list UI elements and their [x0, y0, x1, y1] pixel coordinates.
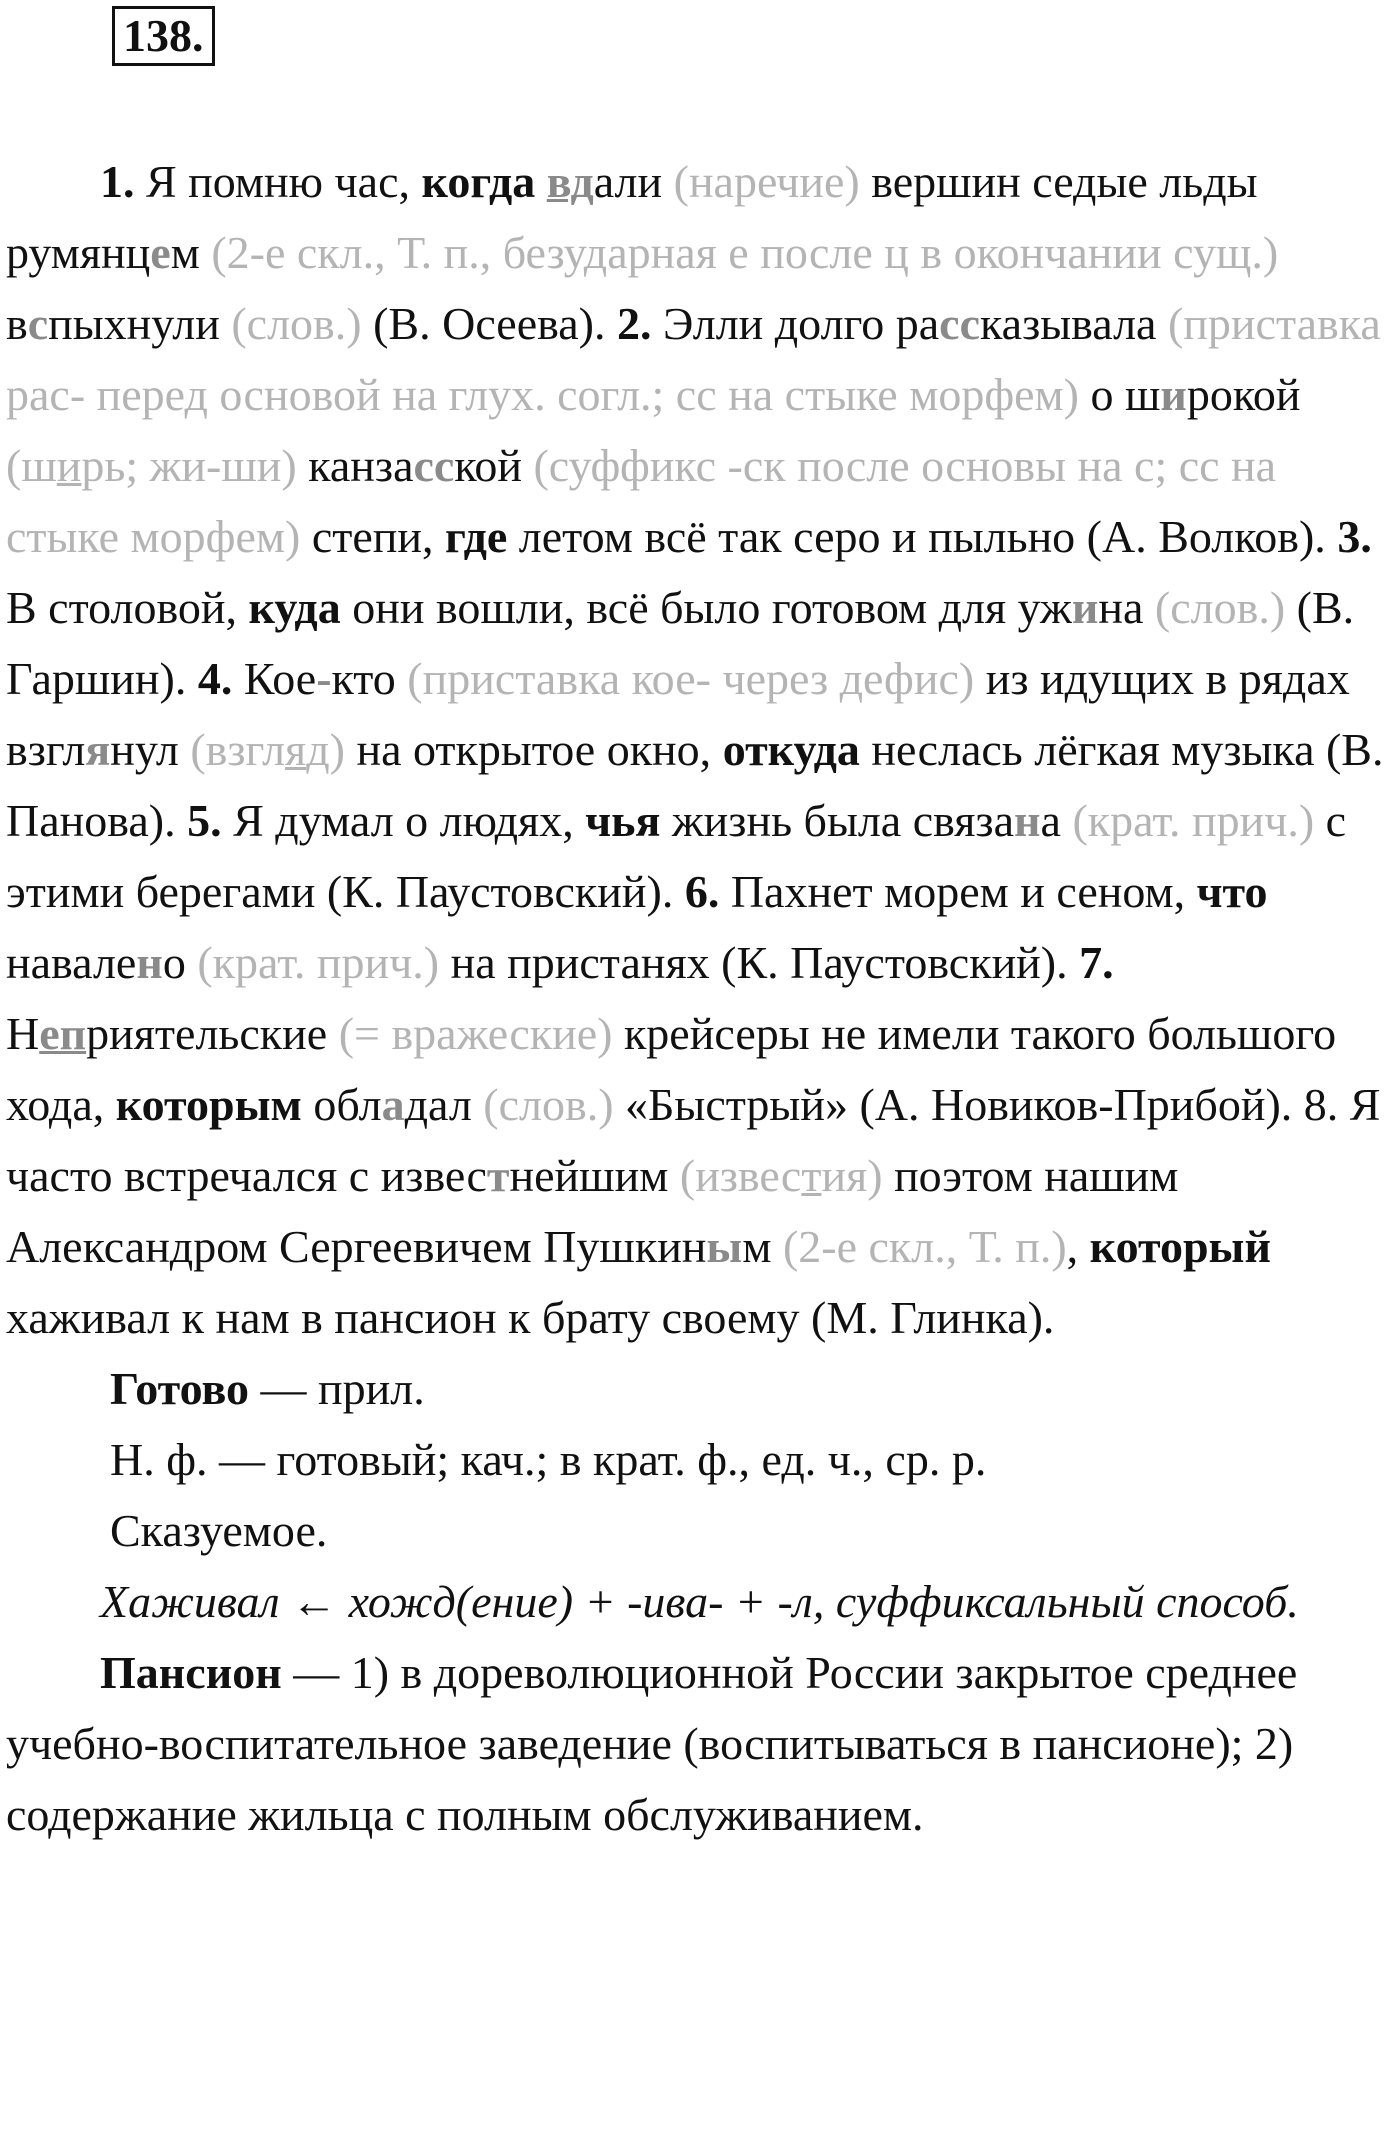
- exercise-paragraph: 1. Я помню час, когда вдали (наречие) вершин седые льды румянцем (2-е скл., Т. п., безударная е после ц в окончании сущ.) вспыхнули (слов.) (В. Осеева). 2. Элли долго рассказывала (приставка рас- перед основой на глух. согл.; сс на стыке морфем) о широкой (ширь; жи-ши) канзасской (суффикс -ск после основы на с; сс на стыке морфем) степи, где летом всё так серо и пыльно (А. Волков). 3. В столовой, куда они вошли, всё было готовом для ужина (слов.) (В. Гаршин). 4. Кое-кто (приставка кое- через дефис) из идущих в рядах взглянул (взгляд) на открытое окно, откуда неслась лёгкая музыка (В. Панова). 5. Я думал о людях, чья жизнь была связана (крат. прич.) с этими берегами (К. Паустовский). 6. Пахнет морем и сеном, что навалено (крат. прич.) на пристанях (К. Паустовский). 7. Неприятельские (= вражеские) крейсеры не имели такого большого хода, которым обладал (слов.) «Быстрый» (А. Новиков-Прибой). 8. Я часто встречался с известнейшим (известия) поэтом нашим Александром Сергеевичем Пушкиным (2-е скл., Т. п.), который хаживал к нам в пансион к брату своему (М. Глинка).: [6, 156, 1384, 1343]
- derivation-text: Хаживал ← хожд(ение) + -ива- + -л, суффиксальный способ.: [100, 1576, 1299, 1627]
- analysis-line-2: Н. ф. — готовый; кач.; в крат. ф., ед. ч., ср. р.: [110, 1434, 987, 1485]
- analysis-line-3: Сказуемое.: [110, 1505, 328, 1556]
- analysis-line-1: Готово — прил.: [110, 1363, 425, 1414]
- exercise-number: 138.: [112, 6, 215, 66]
- exercise-text: [6, 146, 1394, 1850]
- definition-paragraph: Пансион — 1) в дореволюционной России закрытое среднее учебно-воспитательное заведение (воспитываться в пансионе); 2) содержание жильца с полным обслуживанием.: [6, 1647, 1298, 1840]
